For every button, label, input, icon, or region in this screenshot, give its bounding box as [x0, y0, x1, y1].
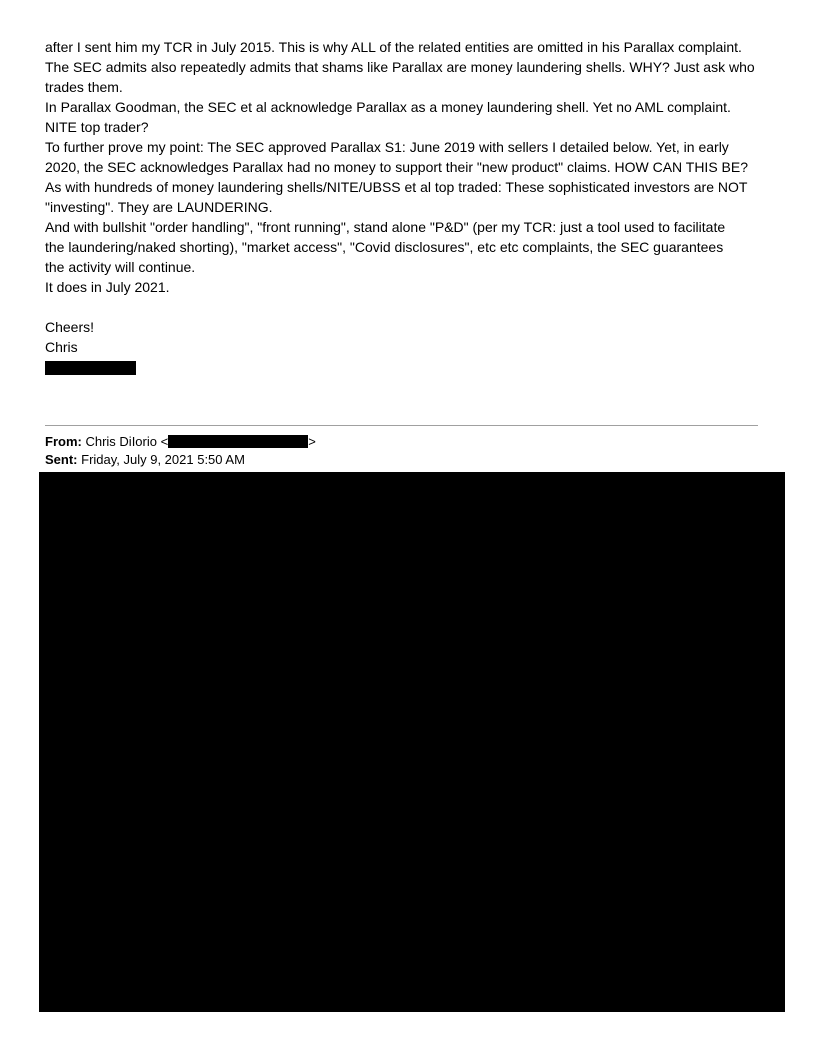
from-name: Chris DiIorio <	[85, 434, 169, 449]
from-label: From:	[45, 434, 82, 449]
signature-redaction	[45, 361, 136, 375]
sent-row	[45, 451, 316, 469]
closing-text: Cheers!	[45, 319, 95, 335]
paragraph-spacer	[45, 297, 785, 317]
sent-label: Sent:	[45, 452, 78, 467]
body-line: To further prove my point: The SEC approved Parallax S1: June 2019 with sellers I detailed below. Yet, in early	[45, 139, 729, 155]
body-line: As with hundreds of money laundering shells/NITE/UBSS et al top traded: These sophisticated investors are NOT	[45, 179, 748, 195]
email-body	[45, 37, 785, 375]
sent-value: Friday, July 9, 2021 5:50 AM	[81, 452, 245, 467]
body-line: trades them.	[45, 79, 123, 95]
forwarded-email-header	[45, 433, 316, 469]
body-line: And with bullshit "order handling", "front running", stand alone "P&D" (per my TCR: just a tool used to facilitate	[45, 219, 726, 235]
body-line: NITE top trader?	[45, 119, 149, 135]
content-redaction-block	[39, 472, 785, 1012]
body-line: It does in July 2021.	[45, 279, 170, 295]
header-separator	[45, 425, 758, 426]
from-row	[45, 433, 316, 451]
body-line: after I sent him my TCR in July 2015. This is why ALL of the related entities are omitted in his Parallax complaint.	[45, 39, 742, 55]
body-line: 2020, the SEC acknowledges Parallax had no money to support their "new product" claims. HOW CAN THIS BE?	[45, 159, 749, 175]
body-line: The SEC admits also repeatedly admits that shams like Parallax are money laundering shells. WHY? Just ask who	[45, 59, 755, 75]
from-close-bracket: >	[308, 434, 316, 449]
body-line: the activity will continue.	[45, 259, 196, 275]
signature-name: Chris	[45, 339, 78, 355]
body-line: "investing". They are LAUNDERING.	[45, 199, 273, 215]
body-line: In Parallax Goodman, the SEC et al acknowledge Parallax as a money laundering shell. Yet no AML complaint.	[45, 99, 731, 115]
body-line: the laundering/naked shorting), "market access", "Covid disclosures", etc etc complaints, the SEC guarantees	[45, 239, 724, 255]
email-address-redaction	[168, 435, 308, 448]
